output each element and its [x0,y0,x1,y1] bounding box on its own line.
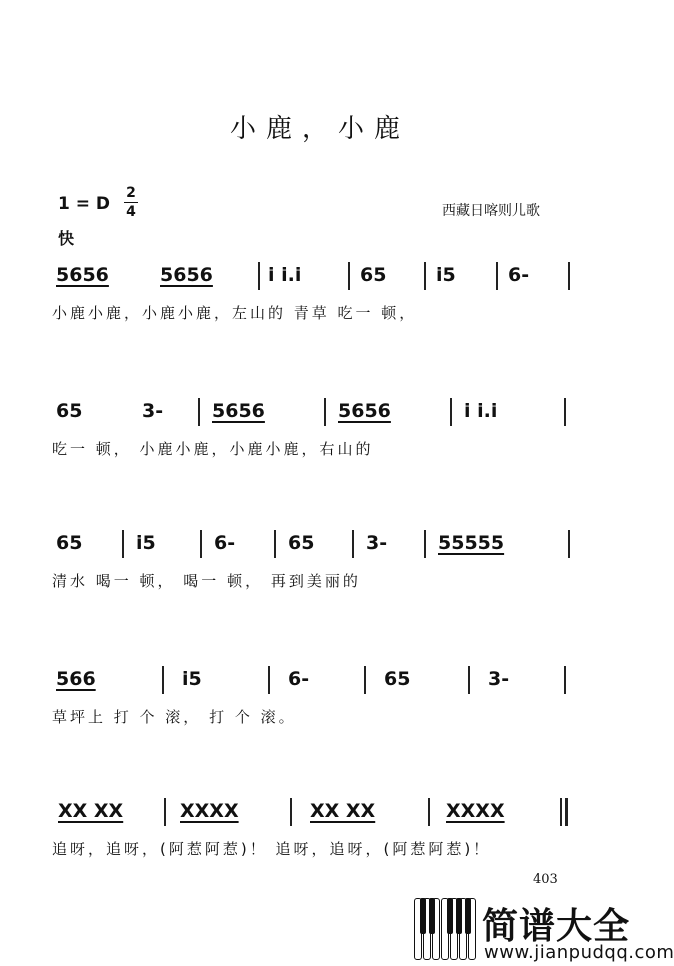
measure-notes: 65 [384,668,411,690]
measure-notes: 65 [56,532,83,554]
bar-line [258,262,260,290]
notes-line [52,262,580,294]
measure-notes: 5656 [56,264,109,286]
measure-notes: 6- [508,264,530,286]
lyrics-line: 小鹿小鹿，小鹿小鹿，左山的 青草 吃一 顿， [52,304,418,322]
logo-brand-text: 简谱大全 [482,906,631,947]
measure-notes: XX XX [58,800,124,822]
measure-notes: 3- [366,532,388,554]
bar-line [564,398,566,426]
notes-line [52,666,580,698]
bar-line [348,262,350,290]
bar-line [122,530,124,558]
piano-icon [414,898,476,960]
measure-notes: i5 [136,532,156,554]
bar-line [352,530,354,558]
bar-line [450,398,452,426]
key-signature: 1 = D [58,194,111,214]
bar-line [564,666,566,694]
bar-line [200,530,202,558]
bar-line [568,262,570,290]
song-title: 小鹿，小鹿 [229,114,410,144]
measure-notes: XXXX [446,800,505,822]
measure-notes: 55555 [438,532,505,554]
tempo-marking: 快 [58,229,75,248]
measure-notes: 65 [360,264,387,286]
music-system-2 [0,398,640,468]
meter-denominator: 4 [126,204,136,220]
measure-notes: XX XX [310,800,376,822]
bar-line [428,798,430,826]
measure-notes: 65 [56,400,83,422]
bar-line [568,530,570,558]
measure-notes: XXXX [180,800,239,822]
measure-notes: 566 [56,668,96,690]
music-system-5 [0,798,640,868]
bar-line [290,798,292,826]
bar-line [268,666,270,694]
page-number: 403 [533,872,558,887]
bar-line [198,398,200,426]
music-system-3 [0,530,640,600]
measure-notes: i5 [436,264,456,286]
bar-line [274,530,276,558]
bar-line [496,262,498,290]
notes-line [52,530,580,562]
meter-numerator: 2 [126,185,136,201]
time-signature [122,184,140,221]
site-logo[interactable] [414,898,674,966]
lyrics-line: 吃一 顿， 小鹿小鹿，小鹿小鹿，右山的 [52,440,374,458]
bar-line [364,666,366,694]
measure-notes: 5656 [338,400,391,422]
notes-line [52,798,580,830]
measure-notes: 3- [488,668,510,690]
measure-notes: 5656 [160,264,213,286]
measure-notes: 6- [288,668,310,690]
measure-notes: i i.i [464,400,498,422]
logo-url-text: www.jianpudqq.com [484,942,674,963]
measure-notes: 6- [214,532,236,554]
bar-line [468,666,470,694]
lyrics-line: 清水 喝一 顿， 喝一 顿， 再到美丽的 [52,572,361,590]
measure-notes: 65 [288,532,315,554]
measure-notes: i i.i [268,264,302,286]
lyrics-line: 追呀，追呀，(阿惹阿惹)！ 追呀，追呀，(阿惹阿惹)！ [52,840,492,858]
measure-notes: 5656 [212,400,265,422]
song-source: 西藏日喀则儿歌 [442,203,540,219]
measure-notes: i5 [182,668,202,690]
notes-line [52,398,580,430]
music-system-1 [0,262,640,332]
bar-line [424,530,426,558]
music-system-4 [0,666,640,736]
bar-line [162,666,164,694]
bar-line [424,262,426,290]
final-bar-line [560,798,562,826]
bar-line [164,798,166,826]
measure-notes: 3- [142,400,164,422]
bar-line [324,398,326,426]
lyrics-line: 草坪上 打 个 滚， 打 个 滚。 [52,708,297,726]
